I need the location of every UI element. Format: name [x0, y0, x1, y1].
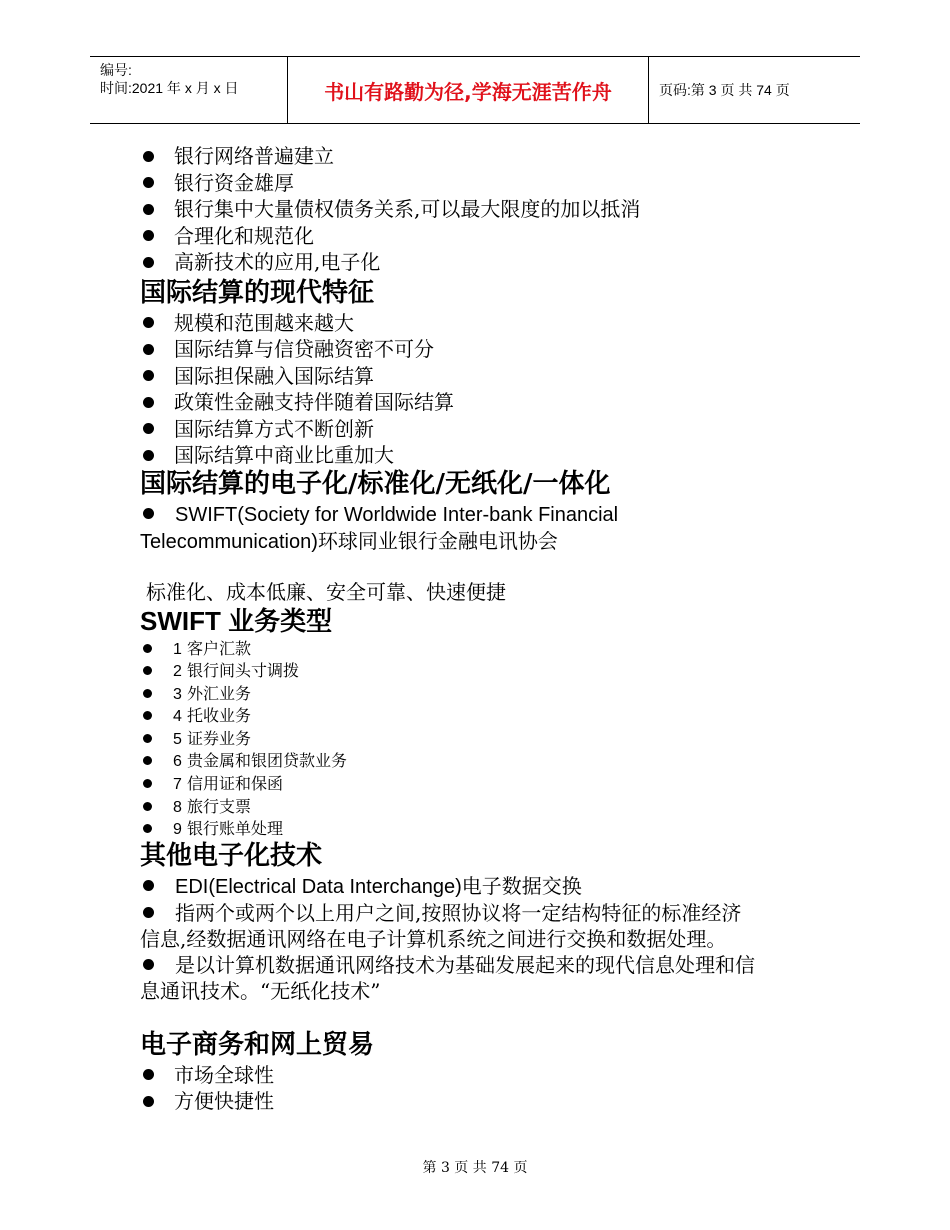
list-item: 2 银行间头寸调拨: [140, 660, 820, 683]
list-item: 国际结算与信贷融资密不可分: [140, 336, 820, 363]
bullet-icon: [143, 689, 152, 698]
bullet-icon: [143, 959, 154, 970]
page-footer: 第 3 页 共 74 页: [422, 1160, 528, 1176]
section-heading: 国际结算的现代特征: [140, 277, 375, 308]
list-item: 规模和范围越来越大: [140, 310, 820, 337]
bullet-icon: [143, 257, 154, 268]
bullet-icon: [143, 450, 154, 461]
list-item: 市场全球性: [140, 1062, 820, 1089]
bullet-icon: [143, 644, 152, 653]
list-item: 国际结算方式不断创新: [140, 416, 820, 443]
bullet-icon: [143, 711, 152, 720]
bullet-icon: [143, 230, 154, 241]
list-item: 5 证券业务: [140, 728, 820, 751]
section-heading: 电子商务和网上贸易: [140, 1029, 375, 1060]
bullet-icon: [143, 756, 152, 765]
list-item: 6 贵金属和银团贷款业务: [140, 750, 820, 773]
list-item: 国际担保融入国际结算: [140, 363, 820, 390]
list-item: 国际结算中商业比重加大: [140, 442, 820, 469]
bullet-icon: [143, 1096, 154, 1107]
bullet-icon: [143, 666, 152, 675]
list-item: 合理化和规范化: [140, 223, 820, 250]
list-item: 银行集中大量债权债务关系,可以最大限度的加以抵消: [140, 196, 820, 223]
bullet-icon: [143, 824, 152, 833]
document-body: [140, 143, 820, 1115]
list-item: 银行资金雄厚: [140, 170, 820, 197]
bullet-icon: [143, 880, 154, 891]
bullet-icon: [143, 397, 154, 408]
list-item: 7 信用证和保函: [140, 773, 820, 796]
edi-section: EDI(Electrical Data Interchange)电子数据交换 指两个或两个以上用户之间,按照协议将一定结构特征的标准经济 信息,经数据通讯网络在电子计算机系统之间进行交换和数据处理。 是以计算机数据通讯网络技术为基础发展起来的现代信息处理和信 息通讯技术。“无纸化技术”: [140, 873, 755, 1003]
bullet-icon: [143, 734, 152, 743]
header-meta: [90, 57, 287, 123]
bullet-icon: [143, 177, 154, 188]
bullet-icon: [143, 907, 154, 918]
list-item: 9 银行账单处理: [140, 818, 820, 841]
swift-features: 标准化、成本低廉、安全可靠、快速便捷: [146, 579, 506, 604]
list-item: 方便快捷性: [140, 1088, 820, 1115]
bullet-icon: [143, 1069, 154, 1080]
list-item: 8 旅行支票: [140, 796, 820, 819]
bullet-icon: [143, 204, 154, 215]
bullet-icon: [143, 802, 152, 811]
number-label: 编号:: [100, 62, 132, 78]
bullet-icon: [143, 344, 154, 355]
list-item: 4 托收业务: [140, 705, 820, 728]
list-item: 3 外汇业务: [140, 683, 820, 706]
section-heading: 国际结算的电子化/标准化/无纸化/一体化: [140, 468, 611, 499]
bullet-icon: [143, 151, 154, 162]
bullet-icon: [143, 779, 152, 788]
bullet-icon: [143, 508, 154, 519]
time-label: 时间:2021 年 x 月 x 日: [100, 80, 239, 96]
section-heading: 其他电子化技术: [140, 840, 323, 871]
section-heading: SWIFT 业务类型: [140, 605, 333, 637]
swift-intro: SWIFT(Society for Worldwide Inter-bank Financial Telecommunication)环球同业银行金融电讯协会: [140, 503, 619, 553]
page-header: [90, 56, 860, 124]
bullet-icon: [143, 317, 154, 328]
list-item: 政策性金融支持伴随着国际结算: [140, 389, 820, 416]
header-page-number: 页码:第 3 页 共 74 页: [659, 82, 790, 98]
list-item: 银行网络普遍建立: [140, 143, 820, 170]
bullet-icon: [143, 370, 154, 381]
bullet-icon: [143, 423, 154, 434]
header-motto: 书山有路勤为径,学海无涯苦作舟: [287, 57, 649, 123]
list-item: 1 客户汇款: [140, 638, 820, 661]
list-item: 高新技术的应用,电子化: [140, 249, 820, 276]
